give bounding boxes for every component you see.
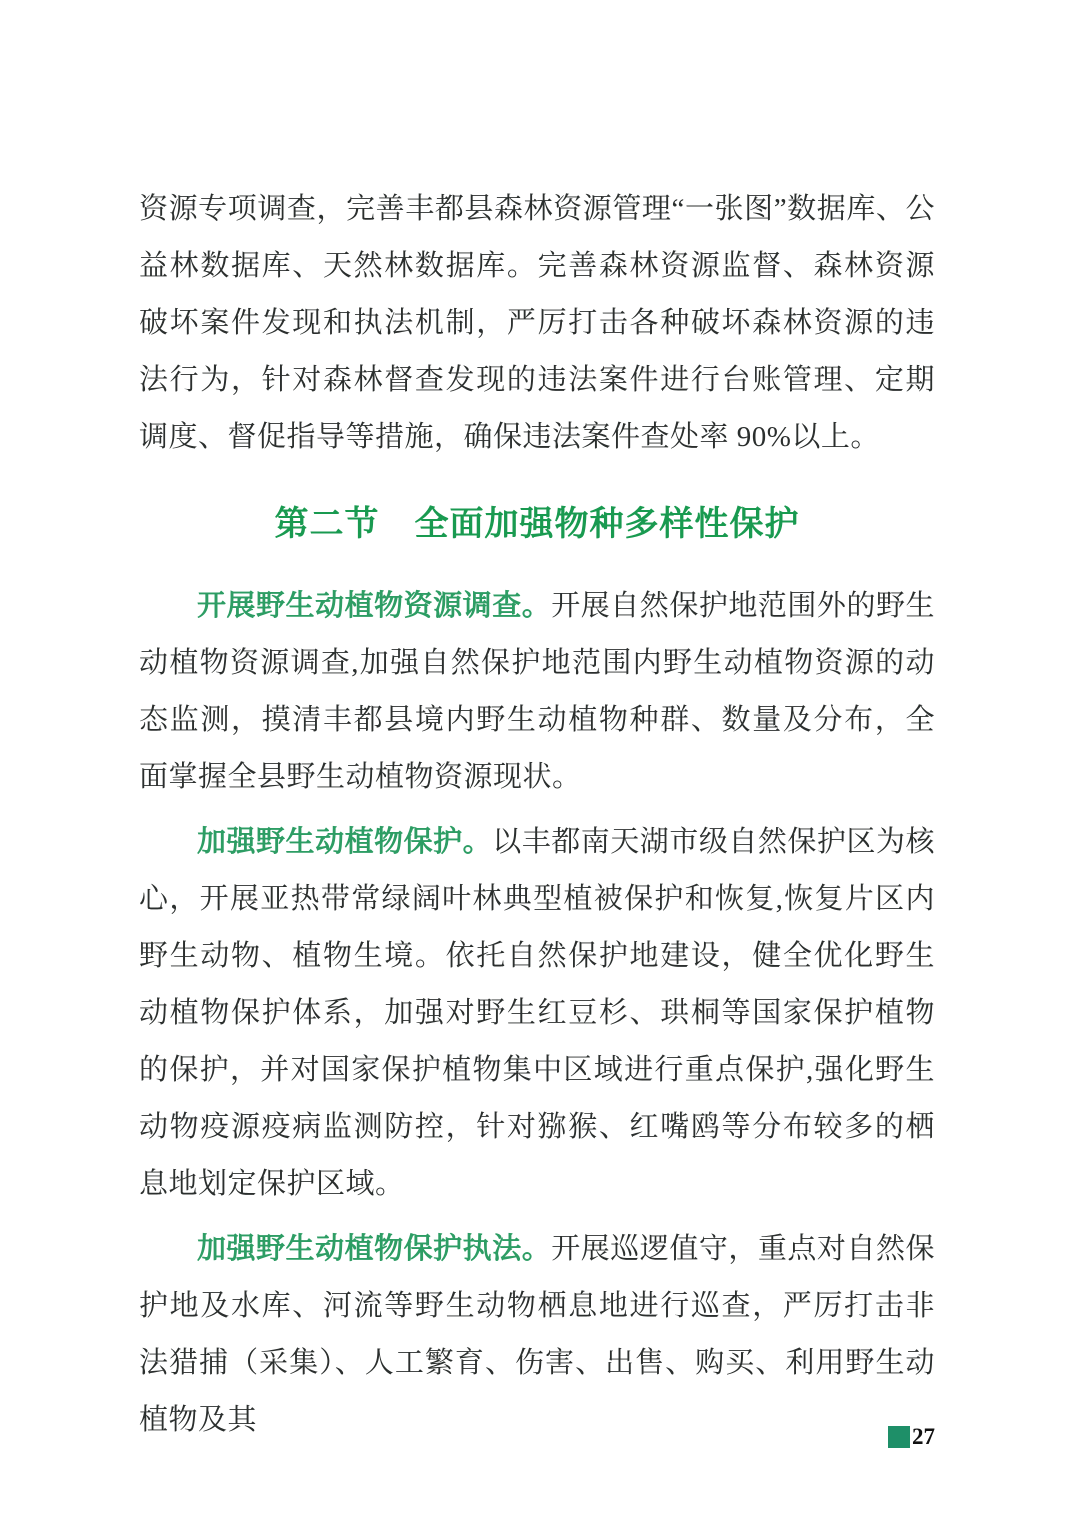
paragraph-lead: 加强野生动植物保护执法。 — [197, 1233, 552, 1265]
paragraph-lead: 加强野生动植物保护。 — [197, 826, 493, 858]
page-content — [139, 181, 935, 1457]
paragraph-text: 开展自然保护地范围外的野生动植物资源调查,加强自然保护地范围内野生动植物资源的动态监测，摸清丰都县境内野生动植物种群、数量及分布，全面掌握全县野生动植物资源现状。 — [139, 590, 935, 793]
paragraph-text: 以丰都南天湖市级自然保护区为核心，开展亚热带常绿阔叶林典型植被保护和恢复,恢复片区内野生动物、植物生境。依托自然保护地建设，健全优化野生动植物保护体系，加强对野生红豆杉、珙桐等国家保护植物的保护，并对国家保护植物集中区域进行重点保护,强化野生动物疫源疫病监测防控，针对猕猴、红嘴鸥等分布较多的栖息地划定保护区域。 — [139, 826, 935, 1200]
paragraph-text: 开展巡逻值守，重点对自然保护地及水库、河流等野生动物栖息地进行巡查，严厉打击非法猎捕（采集）、人工繁育、伤害、出售、购买、利用野生动植物及其 — [139, 1233, 935, 1436]
page-footer — [888, 1425, 935, 1448]
section-heading: 第二节 全面加强物种多样性保护 — [274, 505, 800, 543]
body-paragraph-continuation: 资源专项调查，完善丰都县森林资源管理“一张图”数据库、公益林数据库、天然林数据库。完善森林资源监督、森林资源破坏案件发现和执法机制，严厉打击各种破坏森林资源的违法行为，针对森林督查发现的违法案件进行台账管理、定期调度、督促指导等措施，确保违法案件查处率 90%以上。 — [139, 193, 935, 453]
page-number-square-icon — [888, 1426, 910, 1448]
paragraph-lead: 开展野生动植物资源调查。 — [197, 590, 552, 622]
page-number: 27 — [912, 1424, 935, 1449]
body-paragraph — [139, 814, 935, 1213]
body-paragraph — [139, 578, 935, 806]
body-paragraph — [139, 1221, 935, 1449]
